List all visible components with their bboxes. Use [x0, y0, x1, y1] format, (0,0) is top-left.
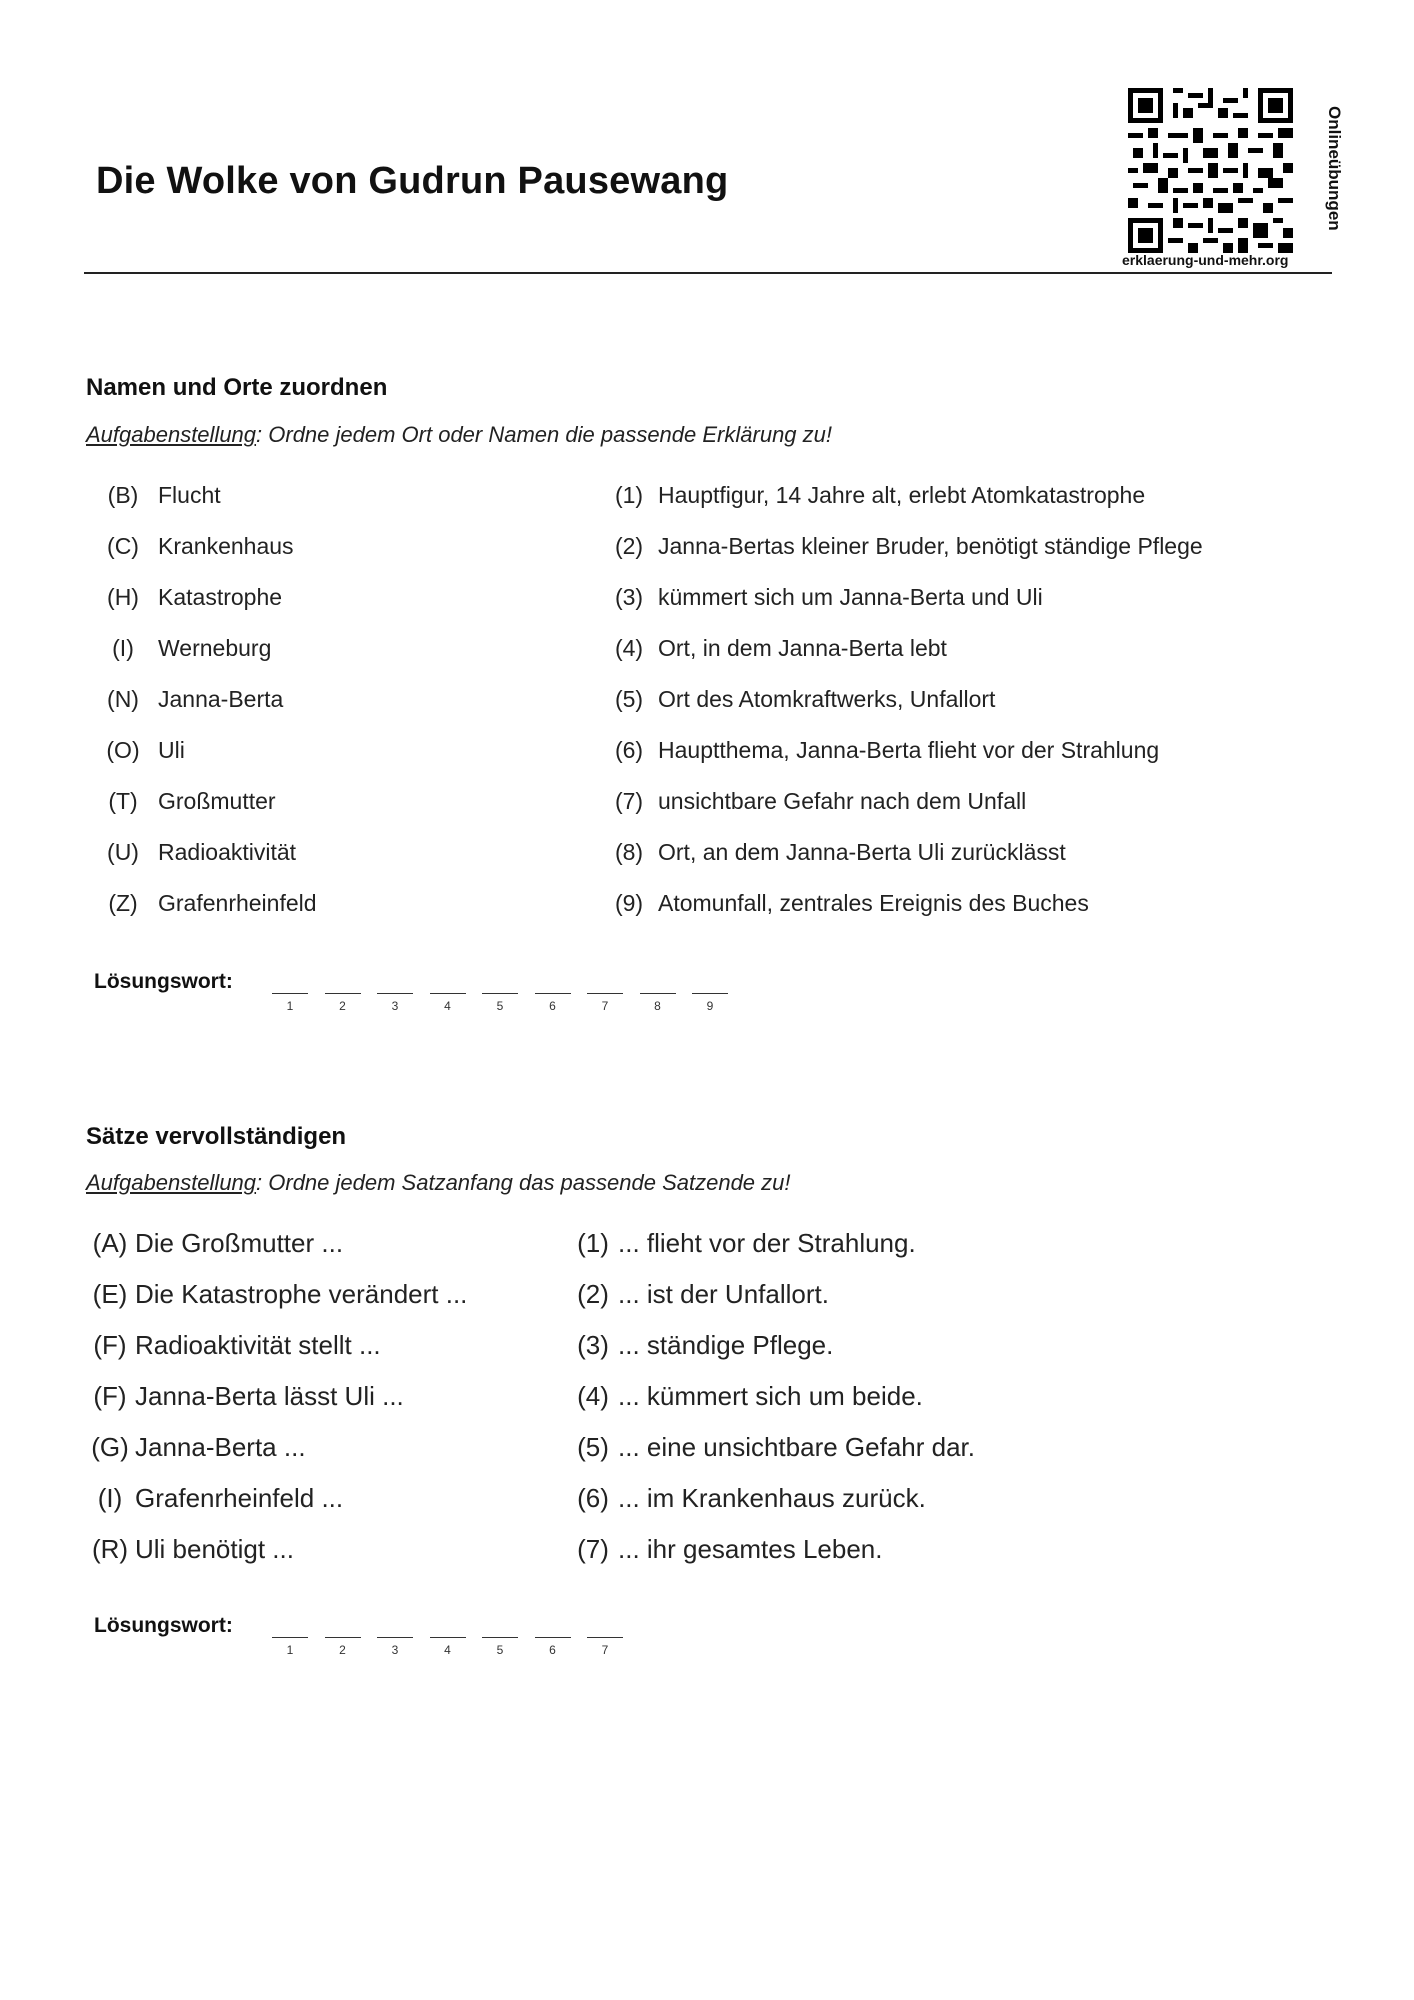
- blank-line: [430, 993, 466, 994]
- solution-blank[interactable]: [377, 1637, 413, 1663]
- solution-blank[interactable]: [325, 993, 361, 1019]
- blank-number: 2: [339, 999, 346, 1013]
- item-label: (O): [106, 737, 140, 763]
- section2-left-item: [88, 1381, 404, 1412]
- blank-number: 3: [391, 999, 399, 1013]
- blank-number: 4: [444, 1643, 451, 1657]
- item-text: Grafenrheinfeld ...: [135, 1483, 344, 1513]
- item-text: unsichtbare Gefahr nach dem Unfall: [658, 788, 1027, 814]
- section1-left-item: [100, 890, 317, 917]
- item-text: Janna-Bertas kleiner Bruder, benötigt ständige Pflege: [658, 533, 1203, 559]
- item-text: Janna-Berta ...: [135, 1432, 306, 1462]
- item-text: Flucht: [158, 482, 221, 508]
- blank-number: 4: [444, 999, 451, 1013]
- item-text: Ort, an dem Janna-Berta Uli zurücklässt: [658, 839, 1066, 865]
- section1-right-item: [610, 533, 1203, 560]
- blank-number: 8: [654, 999, 661, 1013]
- solution-blank[interactable]: [325, 1637, 361, 1663]
- blank-number: 1: [286, 999, 294, 1013]
- solution-blank[interactable]: [430, 1637, 466, 1663]
- solution-blank[interactable]: [640, 993, 676, 1019]
- item-label: (6): [577, 1483, 609, 1513]
- blank-number: 5: [496, 1643, 504, 1657]
- page-title: Die Wolke von Gudrun Pausewang: [96, 160, 729, 202]
- blank-number: 9: [706, 999, 714, 1013]
- solution-blank[interactable]: [587, 993, 623, 1019]
- section2-right-item: [576, 1228, 916, 1259]
- item-text: ... kümmert sich um beide.: [618, 1381, 923, 1411]
- blank-line: [430, 1637, 466, 1638]
- item-label: (6): [614, 737, 644, 763]
- section1-solution-label: Lösungswort:: [94, 970, 233, 993]
- section2-left-item: [88, 1279, 467, 1310]
- blank-number: 7: [601, 999, 609, 1013]
- section2-right-item: [576, 1534, 882, 1565]
- blank-line: [535, 993, 571, 994]
- section1-left-item: [100, 635, 271, 662]
- section1-right-item: [610, 686, 995, 713]
- section2-right-item: [576, 1279, 829, 1310]
- item-text: Janna-Berta: [158, 686, 284, 712]
- item-text: Uli: [158, 737, 185, 763]
- item-label: (7): [577, 1534, 609, 1564]
- blank-line: [482, 993, 518, 994]
- qr-code: [1128, 88, 1293, 253]
- item-label: (3): [577, 1330, 609, 1360]
- solution-blank[interactable]: [272, 993, 308, 1019]
- solution-blank[interactable]: [272, 1637, 308, 1663]
- blank-line: [692, 993, 728, 994]
- item-label: (C): [107, 533, 139, 559]
- solution-blank[interactable]: [482, 993, 518, 1019]
- blank-line: [325, 993, 361, 994]
- item-text: Atomunfall, zentrales Ereignis des Buches: [658, 890, 1089, 916]
- item-text: Janna-Berta lässt Uli ...: [135, 1381, 404, 1411]
- section2-left-item: [88, 1483, 343, 1514]
- qr-url-label: erklaerung-und-mehr.org: [1122, 252, 1289, 268]
- section2-solution-label: Lösungswort:: [94, 1614, 233, 1637]
- item-label: (1): [614, 482, 644, 508]
- section2-title: Sätze vervollständigen: [86, 1123, 347, 1150]
- section1-left-item: [100, 584, 282, 611]
- item-label: (8): [614, 839, 644, 865]
- blank-line: [535, 1637, 571, 1638]
- blank-line: [587, 993, 623, 994]
- item-label: (F): [93, 1381, 127, 1411]
- item-text: ... eine unsichtbare Gefahr dar.: [618, 1432, 975, 1462]
- section1-left-item: [100, 686, 283, 713]
- item-label: (T): [108, 788, 138, 814]
- item-text: ... ist der Unfallort.: [618, 1279, 829, 1309]
- section1-right-item: [610, 584, 1043, 611]
- item-text: ... flieht vor der Strahlung.: [618, 1228, 916, 1258]
- solution-blank[interactable]: [482, 1637, 518, 1663]
- item-text: Die Großmutter ...: [135, 1228, 344, 1258]
- item-label: (E): [92, 1279, 128, 1309]
- blank-line: [377, 993, 413, 994]
- blank-line: [377, 1637, 413, 1638]
- section2-left-item: [88, 1432, 306, 1463]
- item-label: (1): [577, 1228, 609, 1258]
- section2-right-item: [576, 1432, 975, 1463]
- blank-number: 5: [496, 999, 504, 1013]
- section1-left-item: [100, 737, 185, 764]
- item-text: Krankenhaus: [158, 533, 294, 559]
- solution-blank[interactable]: [377, 993, 413, 1019]
- blank-number: 7: [601, 1643, 609, 1657]
- solution-blank[interactable]: [587, 1637, 623, 1663]
- header-divider: [84, 272, 1332, 274]
- solution-blank[interactable]: [692, 993, 728, 1019]
- item-label: (A): [92, 1228, 128, 1258]
- item-text: Hauptfigur, 14 Jahre alt, erlebt Atomkatastrophe: [658, 482, 1146, 508]
- item-text: Katastrophe: [158, 584, 283, 610]
- item-label: (G): [91, 1432, 129, 1462]
- section2-right-item: [576, 1330, 833, 1361]
- section2-left-item: [88, 1534, 294, 1565]
- item-label: (4): [614, 635, 644, 661]
- section1-left-item: [100, 788, 276, 815]
- item-label: (3): [614, 584, 644, 610]
- qr-side-label: Onlineübungen: [1325, 106, 1344, 231]
- solution-blank[interactable]: [535, 993, 571, 1019]
- section1-right-item: [610, 890, 1089, 917]
- item-label: (5): [614, 686, 644, 712]
- blank-number: 2: [339, 1643, 346, 1657]
- blank-number: 1: [286, 1643, 294, 1657]
- item-text: kümmert sich um Janna-Berta und Uli: [658, 584, 1043, 610]
- blank-line: [482, 1637, 518, 1638]
- section1-right-item: [610, 635, 947, 662]
- item-label: (5): [577, 1432, 609, 1462]
- item-text: Radioaktivität: [158, 839, 297, 865]
- item-label: (2): [577, 1279, 609, 1309]
- item-text: Grafenrheinfeld: [158, 890, 317, 916]
- solution-blank[interactable]: [535, 1637, 571, 1663]
- item-text: Ort, in dem Janna-Berta lebt: [658, 635, 947, 661]
- item-text: Hauptthema, Janna-Berta flieht vor der Strahlung: [658, 737, 1160, 763]
- item-label: (2): [614, 533, 644, 559]
- item-text: ... ihr gesamtes Leben.: [618, 1534, 883, 1564]
- item-label: (U): [107, 839, 139, 865]
- item-label: (F): [93, 1330, 127, 1360]
- section1-right-item: [610, 839, 1066, 866]
- item-text: ... ständige Pflege.: [618, 1330, 834, 1360]
- section1-right-item: [610, 737, 1159, 764]
- section1-title: Namen und Orte zuordnen: [86, 374, 388, 401]
- item-label: (7): [614, 788, 644, 814]
- item-label: (Z): [108, 890, 138, 916]
- item-label: (H): [107, 584, 139, 610]
- item-text: Großmutter: [158, 788, 276, 814]
- item-text: Die Katastrophe verändert ...: [135, 1279, 468, 1309]
- section2-left-item: [88, 1228, 343, 1259]
- blank-number: 6: [549, 999, 556, 1013]
- section2-instruction: Aufgabenstellung: Ordne jedem Satzanfang das passende Satzende zu!: [86, 1170, 791, 1195]
- blank-line: [272, 993, 308, 994]
- item-text: Uli benötigt ...: [135, 1534, 294, 1564]
- section1-right-item: [610, 788, 1026, 815]
- item-label: (I): [97, 1483, 123, 1513]
- item-label: (4): [577, 1381, 609, 1411]
- item-text: Radioaktivität stellt ...: [135, 1330, 381, 1360]
- section1-left-item: [100, 482, 221, 509]
- item-label: (R): [91, 1534, 129, 1564]
- item-label: (N): [107, 686, 139, 712]
- section1-left-item: [100, 533, 294, 560]
- blank-line: [640, 993, 676, 994]
- section1-right-item: [610, 482, 1145, 509]
- section2-right-item: [576, 1381, 923, 1412]
- item-label: (I): [112, 635, 134, 661]
- section2-left-item: [88, 1330, 381, 1361]
- blank-line: [587, 1637, 623, 1638]
- section1-left-item: [100, 839, 296, 866]
- item-label: (B): [107, 482, 139, 508]
- blank-number: 3: [391, 1643, 399, 1657]
- section2-right-item: [576, 1483, 926, 1514]
- solution-blank[interactable]: [430, 993, 466, 1019]
- item-text: Werneburg: [158, 635, 272, 661]
- blank-number: 6: [549, 1643, 556, 1657]
- item-label: (9): [614, 890, 644, 916]
- item-text: Ort des Atomkraftwerks, Unfallort: [658, 686, 996, 712]
- item-text: ... im Krankenhaus zurück.: [618, 1483, 926, 1513]
- blank-line: [325, 1637, 361, 1638]
- blank-line: [272, 1637, 308, 1638]
- section1-instruction: Aufgabenstellung: Ordne jedem Ort oder Namen die passende Erklärung zu!: [86, 422, 832, 447]
